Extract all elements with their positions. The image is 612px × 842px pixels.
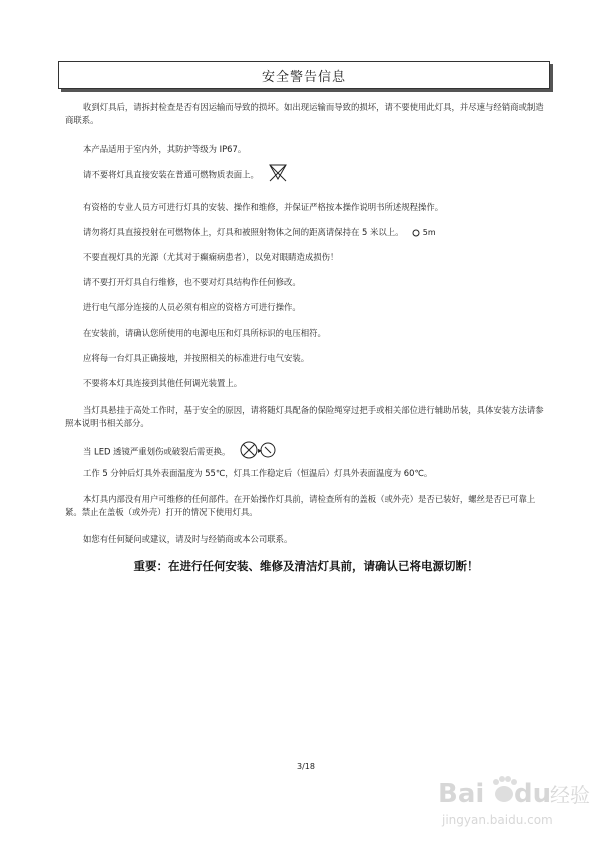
paragraph-surface-temperature: 工作 5 分钟后灯具外表面温度为 55℃，灯具工作稳定后（恒温后）灯具外表面温度为 60℃。 (83, 468, 433, 478)
no-flammable-surface-icon (268, 164, 288, 186)
paragraph-text: 请勿将灯具直接投射在可燃物体上，灯具和被照射物体之间的距离请保持在 5 米以上。 (83, 227, 404, 237)
page-title: 安全警告信息 (58, 61, 550, 89)
watermark-brand: Bai (438, 779, 485, 809)
paragraph-voltage-check: 在安装前，请确认您所使用的电源电压和灯具所标识的电压相符。 (83, 328, 326, 338)
paragraph-no-self-repair: 请不要打开灯具自行维修，也不要对灯具结构作任何修改。 (83, 277, 301, 287)
watermark-brand2: du (514, 779, 552, 809)
damaged-lens-icon (239, 440, 277, 464)
paragraph-projection-distance (83, 226, 553, 239)
paragraph-replace-lens (83, 440, 553, 464)
paragraph-flammable-surface (83, 164, 553, 186)
watermark-product: 经验 (550, 783, 590, 807)
distance-label: 5m (422, 228, 436, 237)
paragraph-do-not-stare: 不要直视灯具的光源（尤其对于癫痫病患者），以免对眼睛造成损伤！ (83, 252, 339, 262)
important-notice: 重要：在进行任何安装、维修及清洁灯具前，请确认已将电源切断！ (133, 559, 479, 573)
paragraph-qualified-personnel: 有资格的专业人员方可进行灯具的安装、操作和维修，并保证严格按本操作说明书所述规程操作。 (83, 202, 444, 212)
paragraph-no-dimmer: 不要将本灯具连接到其他任何调光装置上。 (83, 378, 243, 388)
paragraph-text: 请不要将灯具直接安装在普通可燃物质表面上。 (83, 169, 259, 180)
paragraph-contact: 如您有任何疑问或建议，请及时与经销商或本公司联系。 (83, 534, 293, 544)
watermark-url: jingyan.baidu.com (442, 813, 553, 827)
distance-5m-icon (412, 226, 435, 239)
paragraph-safety-cable: 当灯具悬挂于高处工作时，基于安全的原因，请将随灯具配备的保险绳穿过把手或相关部位进行辅助吊装，具体安装方法请参照本说明书相关部分。 (65, 405, 544, 428)
page-number: 3/18 (297, 762, 315, 771)
paragraph-electrical-qualified: 进行电气部分连接的人员必须有相应的资格方可进行操作。 (83, 302, 301, 312)
paragraph-text: 当 LED 透镜严重划伤或破裂后需更换。 (83, 446, 231, 457)
paragraph-protection-rating: 本产品适用于室内外，其防护等级为 IP67。 (83, 144, 247, 154)
baidu-watermark (438, 772, 598, 834)
paragraph-no-user-serviceable: 本灯具内部没有用户可维修的任何部件。在开始操作灯具前，请检查所有的盖板（或外壳）是否已装好，螺丝是否已可靠上紧。禁止在盖板（或外壳）打开的情况下使用灯具。 (65, 494, 536, 517)
paragraph-grounding: 应将每一台灯具正确接地，并按照相关的标准进行电气安装。 (83, 353, 310, 363)
svg-text:▸: ▸ (258, 446, 263, 455)
paragraph-inspect-on-receipt: 收到灯具后，请拆封检查是否有因运输而导致的损坏。如出现运输而导致的损坏，请不要使用此灯具，并尽速与经销商或制造商联系。 (65, 102, 544, 125)
